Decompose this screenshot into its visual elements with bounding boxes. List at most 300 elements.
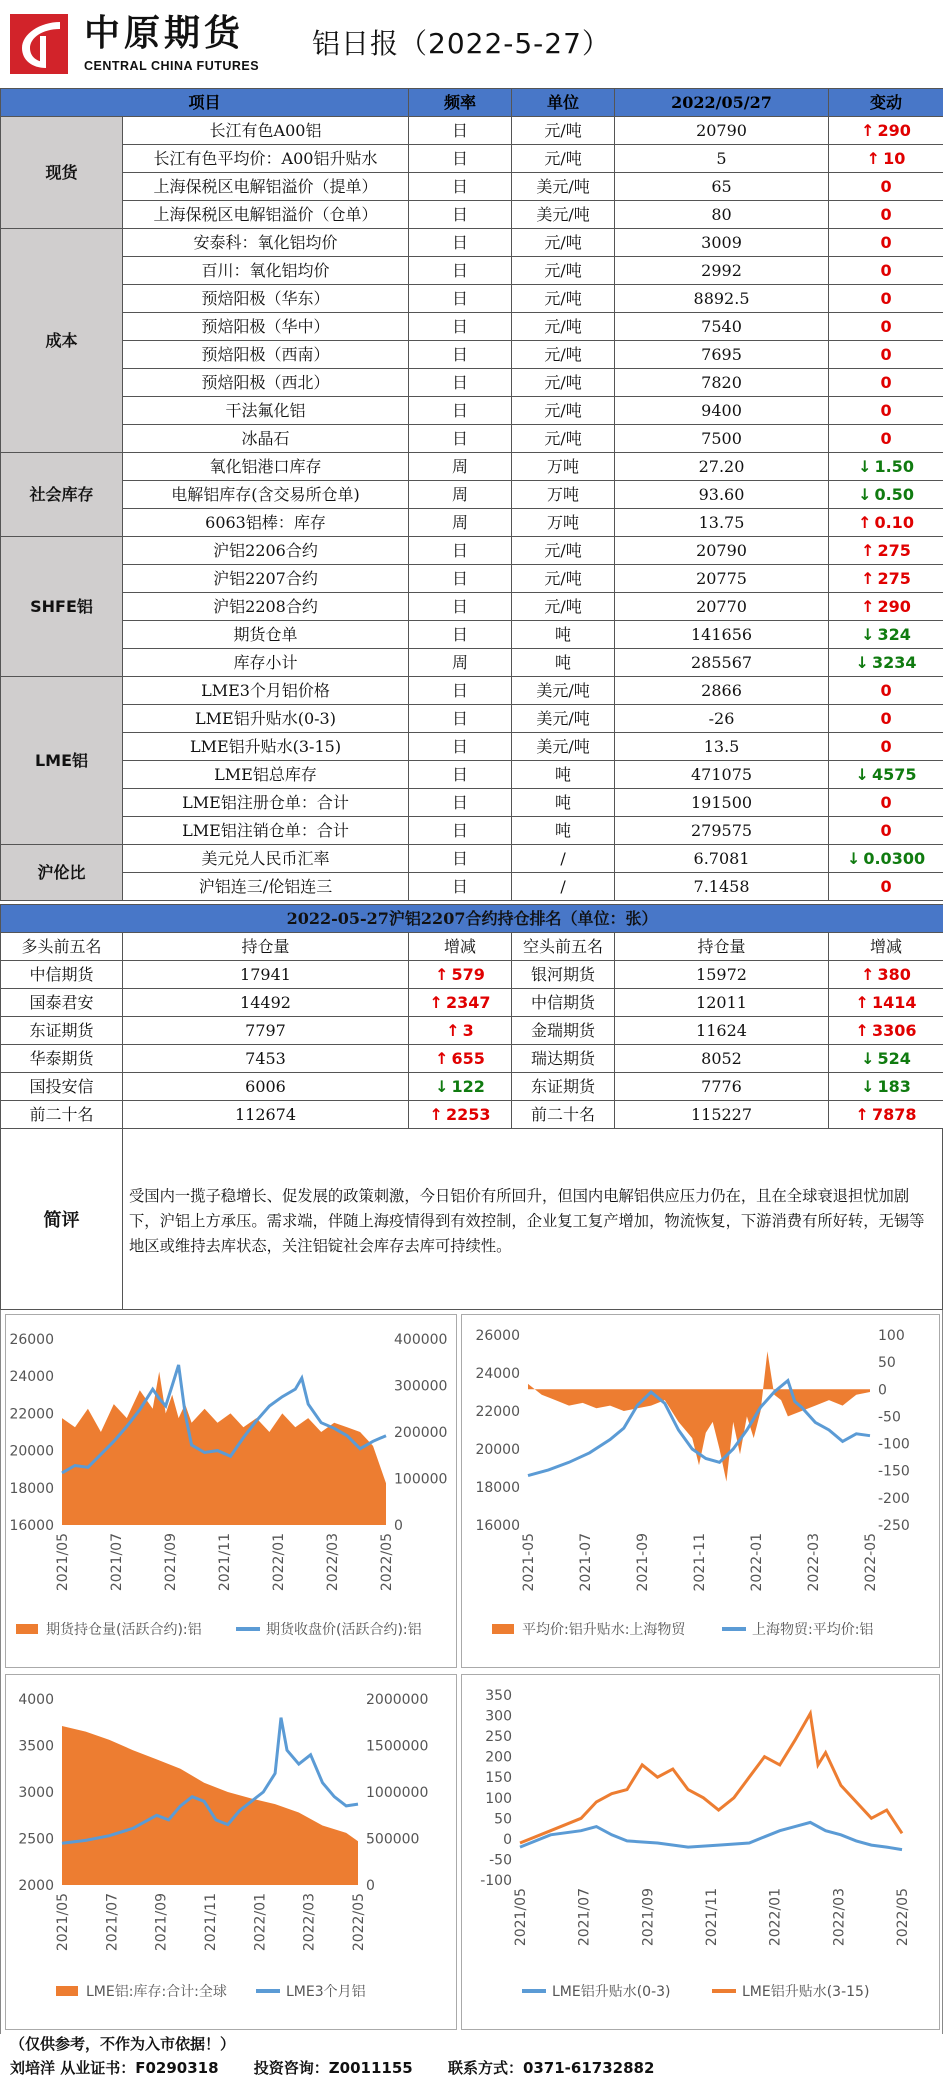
long-change: [409, 961, 512, 989]
x-tick-label: 2022/01: [767, 1888, 784, 1947]
review-section: [0, 1128, 943, 1310]
legend-label: 期货持仓量(活跃合约):铝: [46, 1622, 202, 1638]
value: -26: [615, 705, 829, 733]
short-change: [829, 1073, 943, 1101]
change: [829, 453, 943, 481]
unit: 吨: [512, 649, 615, 677]
position-col-header: 持仓量: [615, 933, 829, 961]
x-tick-label: 2021-11: [692, 1533, 708, 1592]
arrow-down-icon: ↓: [435, 1076, 449, 1096]
arrow-down-icon: ↓: [861, 1048, 875, 1068]
chart-futures-position-price: [5, 1314, 457, 1668]
change: [829, 173, 943, 201]
table-row: [1, 117, 943, 145]
arrow-up-icon: ↑: [435, 1048, 449, 1068]
short-change: [829, 989, 943, 1017]
y-left-tick-label: 150: [485, 1770, 512, 1787]
frequency: 日: [409, 705, 512, 733]
short-position: 115227: [615, 1101, 829, 1129]
change: [829, 649, 943, 677]
x-tick-label: 2022/03: [831, 1888, 848, 1947]
y-left-tick-label: 18000: [9, 1480, 54, 1497]
y-right-tick-label: -150: [878, 1463, 910, 1480]
change-value: 0: [880, 400, 892, 420]
table-row: [1, 817, 943, 845]
short-broker: 中信期货: [512, 989, 615, 1017]
short-broker: 瑞达期货: [512, 1045, 615, 1073]
x-tick-label: 2022-01: [749, 1533, 765, 1592]
value: 13.5: [615, 733, 829, 761]
item-name: 百川：氧化铝均价: [123, 257, 409, 285]
value: 8892.5: [615, 285, 829, 313]
author-info: 刘培洋 从业证书：F0290318: [10, 2059, 219, 2077]
frequency: 日: [409, 229, 512, 257]
long-change: [409, 1017, 512, 1045]
long-position: 14492: [123, 989, 409, 1017]
chart-svg: [462, 1675, 939, 2029]
change: [829, 313, 943, 341]
x-tick-label: 2021/07: [104, 1893, 121, 1952]
x-tick-label: 2022/05: [351, 1893, 367, 1952]
category-label: 成本: [1, 229, 123, 453]
arrow-up-icon: ↑: [861, 540, 875, 560]
table-row: [1, 145, 943, 173]
disclaimer: （仅供参考，不作为入市依据！）: [10, 2035, 236, 2053]
advisory-info: 投资咨询：Z0011155: [253, 2059, 413, 2077]
change-value: 0: [880, 260, 892, 280]
short-broker: 前二十名: [512, 1101, 615, 1129]
frequency: 日: [409, 313, 512, 341]
table-row: [1, 173, 943, 201]
unit: 元/吨: [512, 117, 615, 145]
frequency: 日: [409, 117, 512, 145]
y-left-tick-label: 3500: [18, 1738, 54, 1755]
arrow-down-icon: ↓: [861, 1076, 875, 1096]
frequency: 周: [409, 509, 512, 537]
long-broker: 国投安信: [1, 1073, 123, 1101]
table-row: [1, 397, 943, 425]
y-right-tick-label: -250: [878, 1518, 910, 1534]
short-position: 12011: [615, 989, 829, 1017]
x-tick-label: 2021-07: [578, 1533, 594, 1592]
short-position: 8052: [615, 1045, 829, 1073]
position-row: [1, 1101, 943, 1129]
y-left-tick-label: 100: [485, 1790, 512, 1807]
area-series: [62, 1726, 358, 1885]
table-row: [1, 621, 943, 649]
item-name: 预焙阳极（华东）: [123, 285, 409, 313]
value: 191500: [615, 789, 829, 817]
unit: 吨: [512, 817, 615, 845]
table-row: [1, 565, 943, 593]
change-value: 122: [451, 1076, 485, 1096]
table-row: [1, 285, 943, 313]
arrow-up-icon: ↑: [446, 1020, 460, 1040]
change: [829, 565, 943, 593]
item-name: LME铝升贴水(3-15): [123, 733, 409, 761]
legend-swatch: [56, 1986, 78, 1996]
short-broker: 银河期货: [512, 961, 615, 989]
unit: 元/吨: [512, 369, 615, 397]
long-broker: 国泰君安: [1, 989, 123, 1017]
value: 279575: [615, 817, 829, 845]
change-value: 380: [877, 964, 911, 984]
table-row: [1, 313, 943, 341]
x-tick-label: 2021/11: [704, 1888, 720, 1947]
value: 2992: [615, 257, 829, 285]
y-left-tick-label: 26000: [9, 1332, 54, 1348]
category-label: SHFE铝: [1, 537, 123, 677]
table-row: [1, 845, 943, 873]
x-tick-label: 2022/05: [379, 1533, 395, 1592]
unit: 元/吨: [512, 229, 615, 257]
x-tick-label: 2021/09: [163, 1533, 179, 1592]
unit: 美元/吨: [512, 705, 615, 733]
change-value: 0.10: [874, 512, 914, 532]
long-position: 7797: [123, 1017, 409, 1045]
col-header-unit: 单位: [512, 89, 615, 117]
x-tick-label: 2022/01: [252, 1893, 269, 1952]
change: [829, 397, 943, 425]
legend-label: 平均价:铝升贴水:上海物贸: [522, 1622, 686, 1638]
change: [829, 117, 943, 145]
frequency: 日: [409, 593, 512, 621]
x-tick-label: 2021/05: [513, 1888, 529, 1947]
table-row: [1, 705, 943, 733]
line-series: [520, 1822, 902, 1849]
long-broker: 华泰期货: [1, 1045, 123, 1073]
arrow-up-icon: ↑: [861, 964, 875, 984]
value: 9400: [615, 397, 829, 425]
unit: /: [512, 873, 615, 901]
long-position: 112674: [123, 1101, 409, 1129]
y-right-tick-label: 500000: [366, 1831, 420, 1848]
short-change: [829, 961, 943, 989]
charts-panel: [0, 1310, 943, 2034]
y-left-tick-label: 350: [485, 1688, 512, 1704]
legend-label: LME铝升贴水(3-15): [742, 1984, 870, 2000]
unit: 美元/吨: [512, 201, 615, 229]
category-label: 社会库存: [1, 453, 123, 537]
table-row: [1, 677, 943, 705]
value: 27.20: [615, 453, 829, 481]
change: [829, 425, 943, 453]
frequency: 日: [409, 817, 512, 845]
frequency: 周: [409, 453, 512, 481]
item-name: 上海保税区电解铝溢价（提单）: [123, 173, 409, 201]
legend-label: 期货收盘价(活跃合约):铝: [266, 1622, 422, 1638]
item-name: 冰晶石: [123, 425, 409, 453]
unit: 吨: [512, 789, 615, 817]
value: 7820: [615, 369, 829, 397]
change-value: 0.0300: [863, 848, 926, 868]
position-row: [1, 961, 943, 989]
change: [829, 789, 943, 817]
change-value: 7878: [871, 1104, 917, 1124]
arrow-up-icon: ↑: [429, 992, 443, 1012]
change-value: 1414: [871, 992, 917, 1012]
unit: 万吨: [512, 509, 615, 537]
change-value: 290: [877, 596, 911, 616]
frequency: 日: [409, 761, 512, 789]
item-name: LME铝总库存: [123, 761, 409, 789]
position-col-header: 空头前五名: [512, 933, 615, 961]
unit: 吨: [512, 761, 615, 789]
x-tick-label: 2021-09: [635, 1533, 651, 1592]
report-footer: [0, 2030, 943, 2083]
table-row: [1, 453, 943, 481]
item-name: 干法氟化铝: [123, 397, 409, 425]
frequency: 日: [409, 789, 512, 817]
col-header-date: 2022/05/27: [615, 89, 829, 117]
unit: 美元/吨: [512, 733, 615, 761]
y-left-tick-label: 3000: [18, 1785, 54, 1801]
y-left-tick-label: 2000: [18, 1878, 54, 1894]
unit: 元/吨: [512, 425, 615, 453]
item-name: 沪铝2207合约: [123, 565, 409, 593]
x-tick-label: 2021/07: [109, 1533, 125, 1592]
long-broker: 前二十名: [1, 1101, 123, 1129]
y-left-tick-label: 26000: [475, 1328, 520, 1344]
y-left-tick-label: 4000: [18, 1692, 54, 1708]
change-value: 0: [880, 876, 892, 896]
frequency: 日: [409, 565, 512, 593]
review-label: 简评: [1, 1128, 123, 1309]
change: [829, 285, 943, 313]
y-left-tick-label: -100: [480, 1873, 512, 1889]
y-left-tick-label: 50: [494, 1811, 512, 1828]
item-name: 期货仓单: [123, 621, 409, 649]
change-value: 3234: [871, 652, 917, 672]
frequency: 日: [409, 733, 512, 761]
y-left-tick-label: 200: [485, 1749, 512, 1766]
change-value: 3: [462, 1020, 474, 1040]
y-right-tick-label: 200000: [394, 1425, 448, 1441]
unit: 元/吨: [512, 397, 615, 425]
brand-logo-icon: [10, 14, 68, 74]
frequency: 日: [409, 285, 512, 313]
item-name: LME铝注销仓单：合计: [123, 817, 409, 845]
unit: 万吨: [512, 453, 615, 481]
change-value: 0: [880, 372, 892, 392]
long-broker: 中信期货: [1, 961, 123, 989]
y-left-tick-label: 2500: [18, 1831, 54, 1848]
frequency: 日: [409, 145, 512, 173]
x-tick-label: 2022/05: [895, 1888, 911, 1947]
legend-swatch: [16, 1624, 38, 1634]
contact-line: [10, 2057, 684, 2078]
change: [829, 621, 943, 649]
contact-info: 联系方式：0371-61732882: [447, 2059, 655, 2077]
indicator-table: [0, 88, 943, 901]
y-left-tick-label: 20000: [475, 1442, 520, 1458]
change-value: 2253: [445, 1104, 491, 1124]
change: [829, 229, 943, 257]
arrow-down-icon: ↓: [858, 456, 872, 476]
change: [829, 705, 943, 733]
x-tick-label: 2021/09: [640, 1888, 657, 1947]
value: 13.75: [615, 509, 829, 537]
position-col-header: 持仓量: [123, 933, 409, 961]
change-value: 0: [880, 204, 892, 224]
frequency: 周: [409, 481, 512, 509]
change: [829, 537, 943, 565]
arrow-up-icon: ↑: [855, 1104, 869, 1124]
category-label: 沪伦比: [1, 845, 123, 901]
area-series: [62, 1372, 386, 1525]
change: [829, 761, 943, 789]
value: 20790: [615, 537, 829, 565]
report-title: 铝日报（2022-5-27）: [312, 27, 611, 60]
item-name: 长江有色A00铝: [123, 117, 409, 145]
value: 20770: [615, 593, 829, 621]
table-row: [1, 425, 943, 453]
chart-lme-spreads: [461, 1674, 940, 2030]
y-left-tick-label: 16000: [475, 1518, 520, 1534]
short-position: 7776: [615, 1073, 829, 1101]
review-text: 受国内一揽子稳增长、促发展的政策刺激，今日铝价有所回升，但国内电解铝供应压力仍在，且在全球衰退担忧加剧下，沪铝上方承压。需求端，伴随上海疫情得到有效控制，企业复工复产增加，物流恢复，下游消费有所好转，无锡等地区或维持去库状态，关注铝锭社会库存去库可持续性。: [129, 1187, 925, 1255]
table-row: [1, 369, 943, 397]
x-tick-label: 2022-03: [806, 1533, 822, 1592]
chart-svg: [6, 1675, 456, 2029]
table-row: [1, 481, 943, 509]
chart-svg: [462, 1315, 939, 1667]
y-left-tick-label: 16000: [9, 1518, 54, 1534]
value: 7695: [615, 341, 829, 369]
position-col-header: 增减: [409, 933, 512, 961]
value: 7540: [615, 313, 829, 341]
legend-label: LME铝:库存:合计:全球: [86, 1984, 227, 2000]
brand-name-cn: 中原期货: [84, 13, 245, 54]
item-name: 沪铝2206合约: [123, 537, 409, 565]
table-row: [1, 229, 943, 257]
change-value: 1.50: [874, 456, 914, 476]
position-row: [1, 1017, 943, 1045]
x-tick-label: 2021/05: [55, 1893, 71, 1952]
x-tick-label: 2022-05: [863, 1533, 879, 1592]
chart-lme-stock-price: [5, 1674, 457, 2030]
y-right-tick-label: 1000000: [366, 1785, 429, 1801]
value: 65: [615, 173, 829, 201]
x-tick-label: 2021/07: [576, 1888, 593, 1947]
unit: 元/吨: [512, 313, 615, 341]
value: 93.60: [615, 481, 829, 509]
change: [829, 845, 943, 873]
change: [829, 257, 943, 285]
unit: 美元/吨: [512, 173, 615, 201]
change-value: 10: [883, 148, 906, 168]
col-header-change: 变动: [829, 89, 943, 117]
long-position: 17941: [123, 961, 409, 989]
value: 20775: [615, 565, 829, 593]
table-row: [1, 341, 943, 369]
arrow-up-icon: ↑: [866, 148, 881, 168]
change: [829, 145, 943, 173]
y-right-tick-label: 100000: [394, 1471, 448, 1488]
arrow-down-icon: ↓: [861, 624, 875, 644]
report-header: [0, 0, 943, 88]
arrow-up-icon: ↑: [858, 512, 872, 532]
change-value: 0: [880, 792, 892, 812]
item-name: 沪铝2208合约: [123, 593, 409, 621]
x-tick-label: 2021-05: [521, 1533, 537, 1592]
position-row: [1, 1073, 943, 1101]
x-tick-label: 2021/09: [153, 1893, 170, 1952]
y-left-tick-label: 24000: [9, 1369, 54, 1386]
value: 2866: [615, 677, 829, 705]
frequency: 日: [409, 201, 512, 229]
long-change: [409, 989, 512, 1017]
y-left-tick-label: 300: [485, 1708, 512, 1725]
change-value: 0: [880, 820, 892, 840]
frequency: 日: [409, 173, 512, 201]
change-value: 183: [877, 1076, 911, 1096]
item-name: 预焙阳极（西北）: [123, 369, 409, 397]
frequency: 日: [409, 425, 512, 453]
frequency: 日: [409, 873, 512, 901]
change-value: 0: [880, 232, 892, 252]
chart-svg: [6, 1315, 456, 1667]
table-row: [1, 537, 943, 565]
brand-name-en: CENTRAL CHINA FUTURES: [84, 59, 260, 73]
y-left-tick-label: 22000: [9, 1406, 54, 1423]
unit: 元/吨: [512, 285, 615, 313]
y-right-tick-label: 0: [878, 1382, 887, 1399]
arrow-down-icon: ↓: [855, 652, 869, 672]
unit: 万吨: [512, 481, 615, 509]
y-left-tick-label: 24000: [475, 1366, 520, 1382]
value: 20790: [615, 117, 829, 145]
change: [829, 201, 943, 229]
position-ranking-table: [0, 904, 943, 1129]
change-value: 579: [451, 964, 485, 984]
item-name: 上海保税区电解铝溢价（仓单）: [123, 201, 409, 229]
y-right-tick-label: 300000: [394, 1378, 448, 1395]
change-value: 2347: [445, 992, 491, 1012]
item-name: 氧化铝港口库存: [123, 453, 409, 481]
item-name: 预焙阳极（西南）: [123, 341, 409, 369]
arrow-up-icon: ↑: [861, 568, 875, 588]
y-right-tick-label: -50: [878, 1409, 901, 1426]
long-broker: 东证期货: [1, 1017, 123, 1045]
long-change: [409, 1073, 512, 1101]
table-row: [1, 873, 943, 901]
change: [829, 509, 943, 537]
short-broker: 金瑞期货: [512, 1017, 615, 1045]
y-right-tick-label: 50: [878, 1355, 896, 1372]
position-row: [1, 989, 943, 1017]
change: [829, 873, 943, 901]
change: [829, 341, 943, 369]
legend-label: LME铝升贴水(0-3): [552, 1984, 671, 2000]
change-value: 0: [880, 428, 892, 448]
change: [829, 677, 943, 705]
frequency: 日: [409, 369, 512, 397]
table-row: [1, 201, 943, 229]
category-label: 现货: [1, 117, 123, 229]
item-name: 电解铝库存(含交易所仓单): [123, 481, 409, 509]
item-name: 6063铝棒：库存: [123, 509, 409, 537]
item-name: LME3个月铝价格: [123, 677, 409, 705]
x-tick-label: 2021/11: [217, 1533, 233, 1592]
change-value: 290: [877, 120, 911, 140]
table-row: [1, 509, 943, 537]
frequency: 日: [409, 537, 512, 565]
short-change: [829, 1101, 943, 1129]
y-right-tick-label: 1500000: [366, 1738, 429, 1755]
frequency: 日: [409, 341, 512, 369]
x-tick-label: 2021/05: [55, 1533, 71, 1592]
